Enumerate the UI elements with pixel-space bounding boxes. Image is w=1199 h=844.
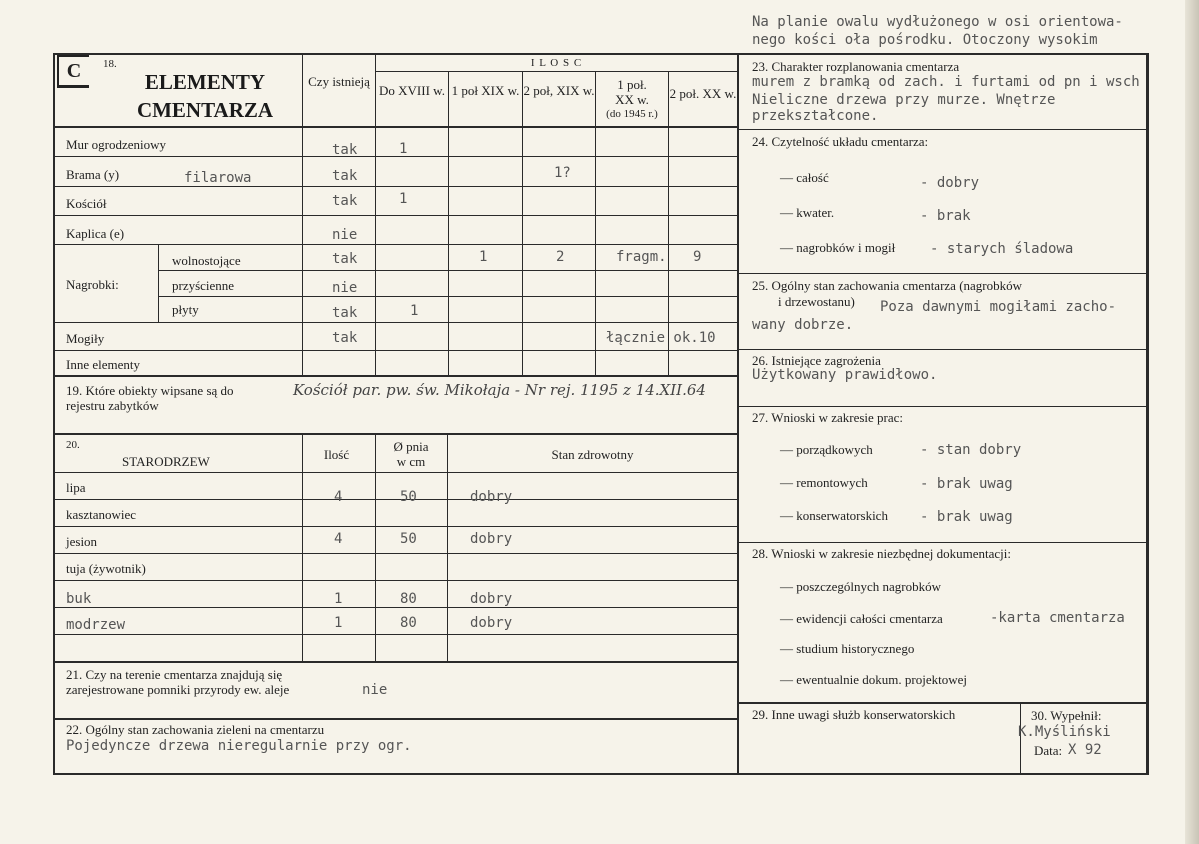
col-c1-header: Do XVIII w. (379, 83, 445, 98)
q20-title: STARODRZEW (122, 454, 210, 469)
wolno-c4: fragm. (616, 249, 667, 265)
row-line (55, 322, 737, 323)
section18-bottom-line (55, 375, 737, 377)
wolno-c2: 1 (479, 249, 488, 265)
tree-row-line (55, 634, 737, 635)
frame-right (1146, 53, 1149, 775)
q23-bottom-line (739, 129, 1147, 130)
col-c4-header-2: XX w. (615, 92, 649, 107)
tree-row-line (55, 580, 737, 581)
frame-bottom (53, 773, 1148, 775)
row-mur: Mur ogrodzeniowy (66, 137, 167, 152)
q20-number: 20. (66, 439, 80, 451)
q19-answer: Kościół par. pw. św. Mikołaja - Nr rej. 1195 z 14.XII.64 (293, 381, 706, 399)
q30-date-label: Data: (1034, 743, 1063, 758)
q28-b: — ewidencji całości cmentarza (780, 611, 943, 626)
col-c3-header: 2 poł, XIX w. (523, 83, 595, 98)
q24-b-label: — kwater. (780, 205, 835, 220)
tree-col-line (375, 435, 376, 661)
q27-a-value: - stan dobry (920, 442, 1022, 458)
q21-label-1: 21. Czy na terenie cmentarza znajdują się (66, 667, 283, 682)
q27-b-label: — remontowych (780, 475, 868, 490)
row-kaplica: Kaplica (e) (66, 226, 125, 241)
kosciol-c1: 1 (399, 191, 408, 207)
col-c5-header: 2 poł. XX w. (669, 86, 737, 101)
row-plyty: płyty (172, 302, 199, 317)
col-exists-header: Czy istnieją (308, 74, 370, 89)
q20-diam-header-2: w cm (396, 454, 426, 469)
q22-answer: Pojedyncze drzewa nieregularnie przy ogr. (66, 738, 412, 754)
mogily-total: łącznie ok.10 (606, 330, 716, 346)
q25-answer-1: Poza dawnymi mogiłami zacho- (880, 299, 1117, 315)
tree-col-line (302, 435, 303, 661)
row-wolnostojace: wolnostojące (172, 253, 241, 268)
q20-qty-header: Ilość (323, 447, 350, 462)
frame-top (55, 53, 1148, 55)
col-line-c2 (448, 72, 449, 375)
right-margin-shadow (1185, 0, 1199, 844)
q25-bottom-line (739, 349, 1147, 350)
row-nagrobki: Nagrobki: (66, 277, 119, 292)
header-bottom-line (55, 126, 737, 128)
tree-row-line (55, 553, 737, 554)
section-title-line1: ELEMENTY (144, 70, 266, 94)
section-title-line2: CMENTARZA (136, 98, 274, 122)
q20-diam-header-1: Ø pnia (393, 439, 429, 454)
mogily-exists: tak (332, 330, 358, 346)
row-line (158, 270, 737, 271)
row-line (158, 296, 737, 297)
wolno-c3: 2 (556, 249, 565, 265)
row-brama: Brama (y) (66, 167, 120, 182)
tree-name-typed: buk (66, 591, 92, 607)
q30-name: K.Myśliński (1018, 724, 1111, 740)
q24-label: 24. Czytelność układu cmentarza: (752, 134, 929, 149)
tree-health: dobry (470, 489, 513, 505)
tree-health: dobry (470, 531, 513, 547)
brama-exists: tak (332, 168, 358, 184)
plyty-c1: 1 (410, 303, 419, 319)
wolno-exists: tak (332, 251, 358, 267)
q28-bottom-line (739, 702, 1147, 704)
tree-row-line (55, 499, 737, 500)
col-line-c3 (522, 72, 523, 375)
przysc-exists: nie (332, 280, 358, 296)
tree-col-line (447, 435, 448, 661)
q27-c-label: — konserwatorskich (780, 508, 888, 523)
row-kosciol: Kościół (66, 196, 107, 211)
q19-bottom-line (55, 433, 737, 435)
q22-label: 22. Ogólny stan zachowania zieleni na cmentarzu (66, 722, 325, 737)
mur-c1: 1 (399, 141, 408, 157)
tree-health: dobry (470, 615, 513, 631)
q21-bottom-line (55, 718, 737, 720)
tree-qty: 4 (334, 531, 343, 547)
q23-line1: murem z bramką od zach. i furtami od pn i wsch (752, 74, 1140, 90)
q24-c-value: - starych śladowa (930, 241, 1074, 257)
section-letter: C (57, 55, 89, 88)
q19-label-1: 19. Które obiekty wipsane są do (66, 383, 234, 398)
col-c2-header: 1 poł XIX w. (451, 83, 520, 98)
tree-diam: 50 (400, 489, 417, 505)
q23-label: 23. Charakter rozplanowania cmentarza (752, 59, 960, 74)
q25-label-1: 25. Ogólny stan zachowania cmentarza (nagrobków (752, 278, 1023, 293)
nagrobki-divider (158, 244, 159, 322)
tree-name: tuja (żywotnik) (66, 561, 146, 576)
mur-exists: tak (332, 142, 358, 158)
q28-c: — studium historycznego (780, 641, 915, 656)
q24-a-label: — całość (780, 170, 829, 185)
tree-bottom-line (55, 661, 737, 663)
q28-d: — ewentualnie dokum. projektowej (780, 672, 968, 687)
kaplica-exists: nie (332, 227, 358, 243)
col-c4-header-1: 1 poł. (617, 77, 647, 92)
q30-label: 30. Wypełnił: (1031, 708, 1102, 723)
q27-label: 27. Wnioski w zakresie prac: (752, 410, 904, 425)
q24-a-value: - dobry (920, 175, 980, 191)
q25-label-2: i drzewostanu) (778, 294, 855, 309)
frame-middle (737, 53, 739, 775)
q27-bottom-line (739, 542, 1147, 543)
tree-health: dobry (470, 591, 513, 607)
q23-line3: przekształcone. (752, 108, 879, 124)
q30-date: X 92 (1068, 742, 1102, 758)
row-inne: Inne elementy (66, 357, 140, 372)
brama-c3: 1? (554, 165, 571, 181)
q29-label: 29. Inne uwagi służb konserwatorskich (752, 707, 956, 722)
tree-diam: 80 (400, 615, 417, 631)
tree-name: kasztanowiec (66, 507, 137, 522)
tree-row-line (55, 607, 737, 608)
q24-b-value: - brak (920, 208, 971, 224)
wolno-c5: 9 (693, 249, 702, 265)
tree-header-line (55, 472, 737, 473)
row-line (55, 215, 737, 216)
ilosc-header: I L O S C (530, 57, 583, 69)
plyty-exists: tak (332, 305, 358, 321)
q25-answer-2: wany dobrze. (752, 317, 854, 333)
tree-qty: 1 (334, 591, 343, 607)
q27-b-value: - brak uwag (920, 476, 1013, 492)
q26-bottom-line (739, 406, 1147, 407)
q20-health-header: Stan zdrowotny (551, 447, 634, 462)
q28-label: 28. Wnioski w zakresie niezbędnej dokumentacji: (752, 546, 1011, 561)
q21-answer: nie (362, 682, 388, 698)
q19-label-2: rejestru zabytków (66, 398, 159, 413)
tree-qty: 4 (334, 489, 343, 505)
row-line (55, 186, 737, 187)
frame-left (53, 53, 55, 775)
kosciol-exists: tak (332, 193, 358, 209)
q28-a: — poszczególnych nagrobków (780, 579, 942, 594)
tree-diam: 80 (400, 591, 417, 607)
q28-b-value: -karta cmentarza (990, 610, 1125, 626)
q26-label: 26. Istniejące zagrożenia (752, 353, 881, 368)
tree-name: lipa (66, 480, 86, 495)
row-przyscienne: przyścienne (172, 278, 235, 293)
brama-note: filarowa (184, 170, 252, 186)
tree-qty: 1 (334, 615, 343, 631)
col-c4-header-3: (do 1945 r.) (606, 108, 658, 120)
tree-diam: 50 (400, 531, 417, 547)
tree-name-typed: modrzew (66, 617, 126, 633)
q24-bottom-line (739, 273, 1147, 274)
section-number: 18. (103, 58, 117, 70)
q24-c-label: — nagrobków i mogił (780, 240, 896, 255)
q27-a-label: — porządkowych (780, 442, 873, 457)
q27-c-value: - brak uwag (920, 509, 1013, 525)
row-mogily: Mogiły (66, 331, 105, 346)
tree-name: jesion (66, 534, 98, 549)
q26-answer: Użytkowany prawidłowo. (752, 367, 938, 383)
row-line (55, 350, 737, 351)
q21-label-2: zarejestrowane pomniki przyrody ew. aleje (66, 682, 290, 697)
top-note-line1: Na planie owalu wydłużonego w osi orientowa- (752, 14, 1123, 30)
top-note-line2: nego kości oła pośrodku. Otoczony wysokim (752, 32, 1098, 48)
tree-row-line (55, 526, 737, 527)
ilosc-underline (376, 71, 737, 72)
q23-line2: Nieliczne drzewa przy murze. Wnętrze (752, 92, 1056, 108)
row-line (55, 156, 737, 157)
